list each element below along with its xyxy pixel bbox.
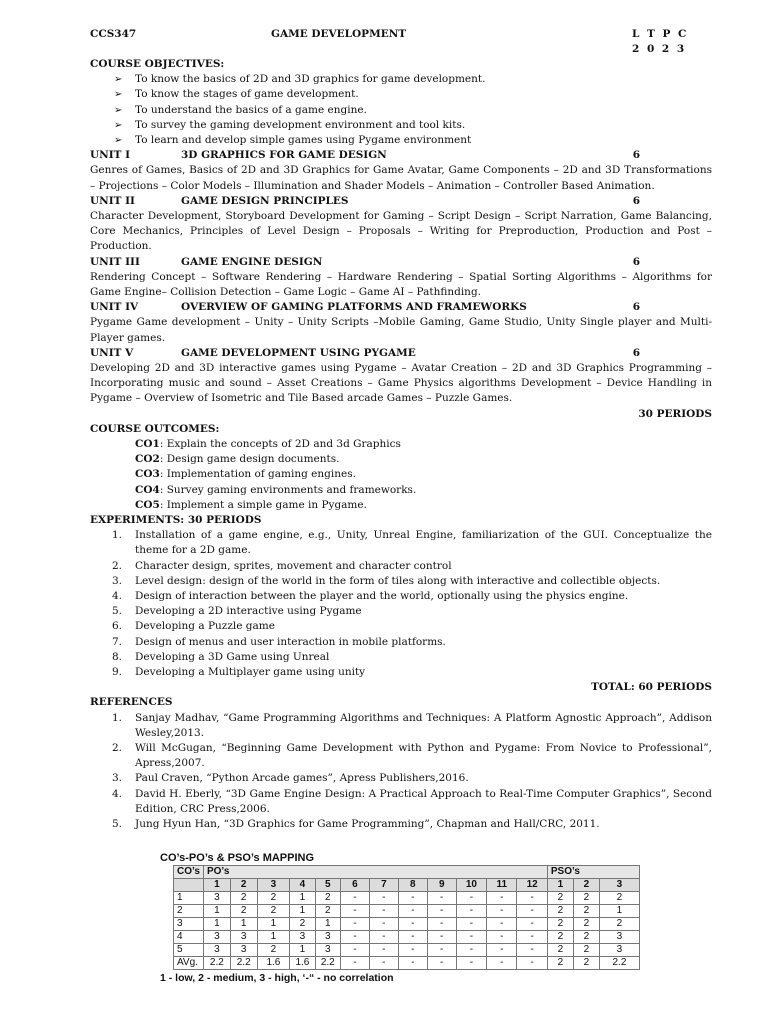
table-cell: 2 <box>547 957 573 970</box>
unit-heading: UNIT III GAME ENGINE DESIGN 6 <box>90 255 640 268</box>
objectives-heading: COURSE OBJECTIVES: <box>90 58 225 70</box>
table-cell: 3 <box>290 931 315 944</box>
table-cell: - <box>517 931 547 944</box>
table-cell: 3 <box>599 944 639 957</box>
ltpc-values: 2 0 2 3 <box>632 43 687 56</box>
table-row <box>174 957 640 970</box>
table-cell: 2 <box>599 918 639 931</box>
table-cell: - <box>487 957 517 970</box>
table-cell <box>174 879 204 892</box>
table-row <box>174 866 640 879</box>
table-cell: 2 <box>573 944 599 957</box>
arrow-bullet-icon: ➢ <box>114 89 123 101</box>
column-number: 4 <box>290 879 315 892</box>
table-cell: - <box>398 944 427 957</box>
column-number: 6 <box>340 879 369 892</box>
list-item: 6. Developing a Puzzle game <box>112 620 275 633</box>
table-cell: - <box>427 944 456 957</box>
table-cell: - <box>340 892 369 905</box>
table-cell: - <box>340 931 369 944</box>
table-cell: 2 <box>315 892 340 905</box>
course-title: GAME DEVELOPMENT <box>271 28 407 40</box>
table-cell: - <box>456 957 486 970</box>
table-cell: - <box>456 905 486 918</box>
col-co-header: CO’s <box>174 866 204 879</box>
table-cell: 2 <box>230 905 257 918</box>
table-cell: - <box>427 905 456 918</box>
table-cell: - <box>427 918 456 931</box>
column-number: 3 <box>599 879 639 892</box>
outcomes-heading: COURSE OUTCOMES: <box>90 422 220 435</box>
references-heading: REFERENCES <box>90 696 173 709</box>
list-item: 9. Developing a Multiplayer game using unity <box>112 666 366 679</box>
table-cell: 1 <box>203 905 230 918</box>
column-number: 5 <box>315 879 340 892</box>
table-cell: 2 <box>230 892 257 905</box>
list-item: 3. Level design: design of the world in the form of tiles along with interactive and collectible objects. <box>112 574 661 587</box>
table-cell: 3 <box>315 944 340 957</box>
objectives-list <box>90 72 712 148</box>
table-cell: 2.2 <box>203 957 230 970</box>
table-cell: 2 <box>547 892 573 905</box>
list-item: 5. Developing a 2D interactive using Pygame <box>112 605 362 618</box>
column-number: 9 <box>427 879 456 892</box>
table-cell: 2 <box>573 918 599 931</box>
table-cell: 1 <box>315 918 340 931</box>
list-item: ➢ To know the stages of game development. <box>90 87 712 102</box>
column-number: 12 <box>517 879 547 892</box>
list-item: 3. Paul Craven, “Python Arcade games”, Apress Publishers,2016. <box>112 772 469 785</box>
table-cell: - <box>456 892 486 905</box>
table-row <box>174 905 640 918</box>
list-item: 4. David H. Eberly, “3D Game Engine Design: A Practical Approach to Real-Time Computer Graphics”, Second Edition, CRC Press,2006. <box>112 787 712 815</box>
table-cell: 1.6 <box>257 957 290 970</box>
table-cell: 3 <box>230 931 257 944</box>
table-row <box>174 892 640 905</box>
table-cell: 2.2 <box>230 957 257 970</box>
table-row <box>174 879 640 892</box>
table-cell: - <box>340 905 369 918</box>
list-item: 4. Design of interaction between the player and the world, optionally using the physics engine. <box>112 590 629 603</box>
table-cell: - <box>340 918 369 931</box>
references-list <box>90 711 712 833</box>
course-header <box>90 27 712 57</box>
table-cell: 2 <box>599 892 639 905</box>
column-number: 3 <box>257 879 290 892</box>
table-cell: - <box>369 905 398 918</box>
unit-heading: UNIT V GAME DEVELOPMENT USING PYGAME 6 <box>90 346 640 359</box>
co-label: 2 <box>174 905 204 918</box>
table-cell: - <box>517 957 547 970</box>
list-item: ➢ To understand the basics of a game engine. <box>90 103 712 118</box>
table-row <box>174 918 640 931</box>
table-cell: - <box>517 892 547 905</box>
table-cell: 1.6 <box>290 957 315 970</box>
table-cell: 1 <box>599 905 639 918</box>
table-cell: - <box>369 931 398 944</box>
table-cell: - <box>369 918 398 931</box>
syllabus-page <box>90 27 712 832</box>
table-cell: 2 <box>547 918 573 931</box>
table-cell: 2.2 <box>599 957 639 970</box>
table-cell: - <box>487 905 517 918</box>
table-cell: 2 <box>547 944 573 957</box>
unit-heading: UNIT IV OVERVIEW OF GAMING PLATFORMS AND FRAMEWORKS 6 <box>90 301 640 314</box>
experiments-list <box>90 528 712 680</box>
mapping-table <box>173 865 640 970</box>
unit-heading: UNIT I 3D GRAPHICS FOR GAME DESIGN 6 <box>90 149 640 162</box>
table-cell: 3 <box>203 931 230 944</box>
arrow-bullet-icon: ➢ <box>114 104 123 116</box>
table-cell: - <box>369 944 398 957</box>
table-cell: 2 <box>547 905 573 918</box>
table-cell: - <box>398 905 427 918</box>
co-label: 1 <box>174 892 204 905</box>
table-cell: - <box>456 944 486 957</box>
ltpc-label: L T P C <box>632 28 689 40</box>
column-number: 1 <box>203 879 230 892</box>
arrow-bullet-icon: ➢ <box>114 74 123 86</box>
table-cell: - <box>517 944 547 957</box>
table-cell: - <box>517 918 547 931</box>
table-cell: 2.2 <box>315 957 340 970</box>
table-cell: 3 <box>599 931 639 944</box>
mapping-title: CO’s-PO’s & PSO’s MAPPING <box>160 852 315 864</box>
table-cell: 3 <box>230 944 257 957</box>
col-pso-header: PSO’s <box>547 866 639 879</box>
table-cell: 1 <box>203 918 230 931</box>
unit-heading: UNIT II GAME DESIGN PRINCIPLES 6 <box>90 194 640 207</box>
column-number: 7 <box>369 879 398 892</box>
table-cell: 2 <box>573 905 599 918</box>
table-cell: - <box>456 931 486 944</box>
unit-content: Developing 2D and 3D interactive games using Pygame – Avatar Creation – 2D and 3D Graphics Programming – Incorporating music and sound – Asset Creations – Game Physics algorithms Development – Device Handling in Pygame – Overview of Isometric and Tile Based arcade Games – Puzzle Games. <box>90 361 712 405</box>
mapping-legend: 1 - low, 2 - medium, 3 - high, ‘-“ - no correlation <box>160 972 394 984</box>
table-cell: - <box>456 918 486 931</box>
course-code: CCS347 <box>90 28 137 40</box>
table-cell: - <box>487 944 517 957</box>
arrow-bullet-icon: ➢ <box>114 119 123 131</box>
column-number: 11 <box>487 879 517 892</box>
table-cell: - <box>369 892 398 905</box>
table-cell: 1 <box>290 892 315 905</box>
total-periods: TOTAL: 60 PERIODS <box>591 681 712 694</box>
column-number: 2 <box>230 879 257 892</box>
table-cell: - <box>487 892 517 905</box>
list-item: 7. Design of menus and user interaction in mobile platforms. <box>112 635 446 648</box>
column-number: 1 <box>547 879 573 892</box>
co-label: 4 <box>174 931 204 944</box>
table-cell: - <box>398 918 427 931</box>
list-item: ➢ To survey the gaming development environment and tool kits. <box>90 118 712 133</box>
unit-content: Character Development, Storyboard Development for Gaming – Script Design – Script Narration, Game Balancing, Core Mechanics, Principles of Level Design – Proposals – Writing for Preproduction, Production and Post – Production. <box>90 210 712 253</box>
co-label: 5 <box>174 944 204 957</box>
table-cell: 1 <box>290 944 315 957</box>
list-item: CO4: Survey gaming environments and frameworks. <box>135 483 417 496</box>
table-cell: - <box>369 957 398 970</box>
table-cell: 2 <box>315 905 340 918</box>
table-cell: 2 <box>257 905 290 918</box>
experiments-heading: EXPERIMENTS: 30 PERIODS <box>90 514 262 527</box>
table-cell: 1 <box>230 918 257 931</box>
table-cell: 3 <box>203 892 230 905</box>
unit-content: Rendering Concept – Software Rendering – Hardware Rendering – Spatial Sorting Algorithms – Algorithms for Game Engine– Collision Detection – Game Logic – Game AI – Pathfinding. <box>90 270 712 298</box>
table-cell: 2 <box>547 931 573 944</box>
table-cell: 2 <box>573 957 599 970</box>
column-number: 8 <box>398 879 427 892</box>
ltpc-block <box>632 27 712 57</box>
list-item: 1. Sanjay Madhav, “Game Programming Algorithms and Techniques: A Platform Agnostic Approach”, Addison Wesley,2013. <box>112 711 712 739</box>
col-po-header: PO’s <box>203 866 547 879</box>
table-cell: - <box>517 905 547 918</box>
unit-content: Pygame Game development – Unity – Unity Scripts –Mobile Gaming, Game Studio, Unity Single player and Multi-Player games. <box>90 316 712 344</box>
list-item: CO3: Implementation of gaming engines. <box>135 468 356 481</box>
table-cell: - <box>427 931 456 944</box>
table-cell: 1 <box>290 905 315 918</box>
table-row <box>174 944 640 957</box>
table-cell: 2 <box>573 931 599 944</box>
co-po-mapping <box>160 851 640 986</box>
co-label: AVg. <box>174 957 204 970</box>
theory-periods: 30 PERIODS <box>638 407 712 420</box>
table-cell: 3 <box>203 944 230 957</box>
table-cell: 2 <box>257 892 290 905</box>
list-item: 8. Developing a 3D Game using Unreal <box>112 650 330 663</box>
table-cell: - <box>398 957 427 970</box>
list-item: CO2: Design game design documents. <box>135 453 340 466</box>
column-number: 10 <box>456 879 486 892</box>
table-cell: 2 <box>290 918 315 931</box>
unit-content: Genres of Games, Basics of 2D and 3D Graphics for Game Avatar, Game Components – 2D and 3D Transformations – Projections – Color Models – Illumination and Shader Models – Animation – Controller Based Animation. <box>90 164 712 192</box>
list-item: 2. Character design, sprites, movement and character control <box>112 559 452 572</box>
table-cell: - <box>427 957 456 970</box>
table-cell: - <box>487 931 517 944</box>
list-item: ➢ To know the basics of 2D and 3D graphics for game development. <box>90 72 712 87</box>
list-item: 5. Jung Hyun Han, “3D Graphics for Game Programming”, Chapman and Hall/CRC, 2011. <box>112 818 600 831</box>
table-cell: - <box>427 892 456 905</box>
list-item: ➢ To learn and develop simple games using Pygame environment <box>90 133 712 148</box>
table-cell: - <box>487 918 517 931</box>
list-item: 2. Will McGugan, “Beginning Game Development with Python and Pygame: From Novice to Professional”, Apress,2007. <box>112 742 712 770</box>
arrow-bullet-icon: ➢ <box>114 135 123 147</box>
list-item: 1. Installation of a game engine, e.g., Unity, Unreal Engine, familiarization of the GUI. Conceptualize the theme for a 2D game. <box>112 529 712 557</box>
table-row <box>174 931 640 944</box>
list-item: CO5: Implement a simple game in Pygame. <box>135 498 367 511</box>
table-cell: - <box>340 944 369 957</box>
table-cell: - <box>340 957 369 970</box>
table-cell: 2 <box>573 892 599 905</box>
table-cell: 3 <box>315 931 340 944</box>
table-cell: 2 <box>257 944 290 957</box>
table-cell: 1 <box>257 918 290 931</box>
list-item: CO1: Explain the concepts of 2D and 3d Graphics <box>135 438 401 450</box>
table-cell: - <box>398 892 427 905</box>
table-cell: 1 <box>257 931 290 944</box>
table-cell: - <box>398 931 427 944</box>
column-number: 2 <box>573 879 599 892</box>
co-label: 3 <box>174 918 204 931</box>
